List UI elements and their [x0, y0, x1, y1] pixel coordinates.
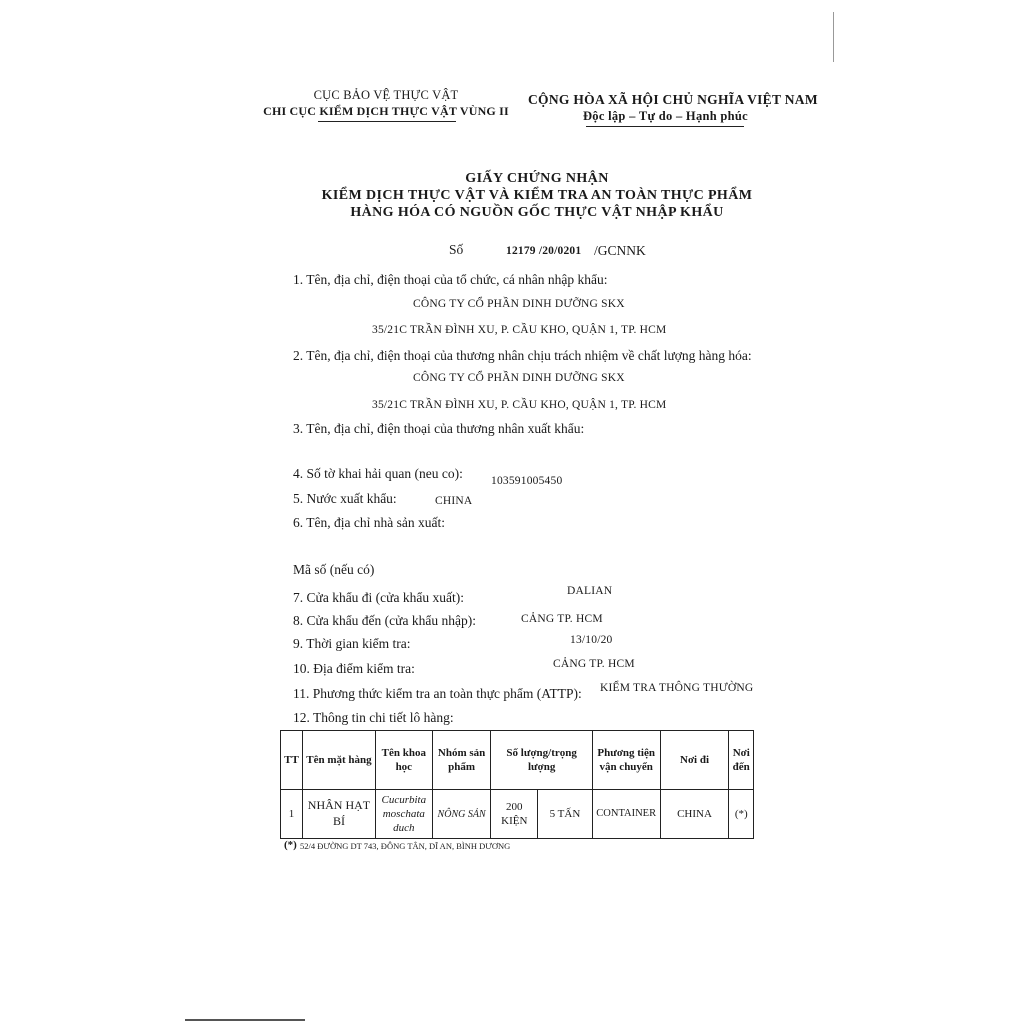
scan-edge-bottom [185, 1019, 305, 1021]
customs-declaration-number: 103591005450 [491, 475, 563, 487]
cell-weight: 5 TẤN [538, 790, 593, 839]
cell-product-group: NÔNG SẢN [432, 790, 491, 839]
cell-destination: (*) [729, 790, 754, 839]
code-label: Mã số (nếu có) [293, 562, 375, 577]
doc-title-line3: HÀNG HÓA CÓ NGUỒN GỐC THỰC VẬT NHẬP KHẨU [350, 205, 724, 220]
field-9-label: 9. Thời gian kiểm tra: [293, 636, 411, 651]
header-scientific-name: Tên khoa học [375, 731, 432, 790]
republic-name: CỘNG HÒA XÃ HỘI CHỦ NGHĨA VIỆT NAM [528, 92, 818, 107]
arrival-port: CẢNG TP. HCM [521, 613, 603, 625]
header-destination: Nơi đến [729, 731, 754, 790]
sub-agency-name: CHI CỤC KIỂM DỊCH THỰC VẬT VÙNG II [263, 104, 509, 118]
number-suffix: /GCNNK [594, 243, 646, 258]
field-11-label: 11. Phương thức kiểm tra an toàn thực phẩm (ATTP): [293, 686, 582, 701]
export-country: CHINA [435, 495, 473, 507]
inspection-date: 13/10/20 [570, 634, 613, 646]
cell-item-name: NHÂN HẠT BÍ [302, 790, 375, 839]
responsible-trader-address: 35/21C TRẦN ĐÌNH XU, P. CẦU KHO, QUẬN 1, TP. HCM [372, 399, 667, 411]
field-3-label: 3. Tên, địa chỉ, điện thoại của thương nhân xuất khẩu: [293, 421, 585, 436]
importer-name: CÔNG TY CỔ PHẦN DINH DƯỠNG SKX [413, 298, 625, 310]
cell-origin: CHINA [660, 790, 729, 839]
importer-address: 35/21C TRẦN ĐÌNH XU, P. CẦU KHO, QUẬN 1, TP. HCM [372, 324, 667, 336]
responsible-trader-name: CÔNG TY CỔ PHẦN DINH DƯỠNG SKX [413, 372, 625, 384]
footnote-mark: (*) [284, 839, 297, 851]
header-product-group: Nhóm sản phẩm [432, 731, 491, 790]
motto-underline [586, 126, 744, 127]
field-4-label: 4. Số tờ khai hải quan (neu co): [293, 466, 463, 481]
field-12-label: 12. Thông tin chi tiết lô hàng: [293, 710, 454, 725]
header-tt: TT [281, 731, 303, 790]
shipment-details-table [280, 730, 754, 839]
motto: Độc lập – Tự do – Hạnh phúc [582, 109, 749, 123]
field-7-label: 7. Cửa khẩu đi (cửa khẩu xuất): [293, 590, 464, 605]
cell-quantity: 200 KIỆN [491, 790, 538, 839]
field-5-label: 5. Nước xuất khẩu: [293, 491, 397, 506]
header-transport: Phương tiện vận chuyển [592, 731, 660, 790]
header-origin: Nơi đi [660, 731, 729, 790]
doc-title-line2: KIỂM DỊCH THỰC VẬT VÀ KIỂM TRA AN TOÀN THỰC PHẨM [321, 188, 753, 203]
inspection-method: KIỂM TRA THÔNG THƯỜNG [600, 682, 754, 694]
field-2-label: 2. Tên, địa chỉ, điện thoại của thương nhân chịu trách nhiệm về chất lượng hàng hóa: [293, 348, 752, 363]
table-header-row [281, 731, 754, 790]
field-6-label: 6. Tên, địa chỉ nhà sản xuất: [293, 515, 445, 530]
cell-transport: CONTAINER [592, 790, 660, 839]
inspection-location: CẢNG TP. HCM [553, 658, 635, 670]
number-label: Số [449, 242, 464, 257]
cell-scientific-name: Cucurbita moschata duch [375, 790, 432, 839]
header-item-name: Tên mặt hàng [302, 731, 375, 790]
cell-tt: 1 [281, 790, 303, 839]
certificate-number: 12179 /20/0201 [506, 245, 582, 257]
header-quantity-weight: Số lượng/trọng lượng [491, 731, 592, 790]
doc-title: GIẤY CHỨNG NHẬN [465, 171, 609, 186]
departure-port: DALIAN [567, 585, 613, 597]
footnote-address: 52/4 ĐƯỜNG DT 743, ĐÔNG TÂN, DĨ AN, BÌNH DƯƠNG [300, 841, 511, 851]
field-8-label: 8. Cửa khẩu đến (cửa khẩu nhập): [293, 613, 476, 628]
agency-name: CỤC BẢO VỆ THỰC VẬT [313, 88, 459, 102]
scan-edge-line [833, 12, 834, 62]
table-row [281, 790, 754, 839]
agency-underline [318, 121, 456, 122]
field-10-label: 10. Địa điểm kiểm tra: [293, 661, 415, 676]
field-1-label: 1. Tên, địa chỉ, điện thoại của tổ chức, cá nhân nhập khẩu: [293, 272, 608, 287]
